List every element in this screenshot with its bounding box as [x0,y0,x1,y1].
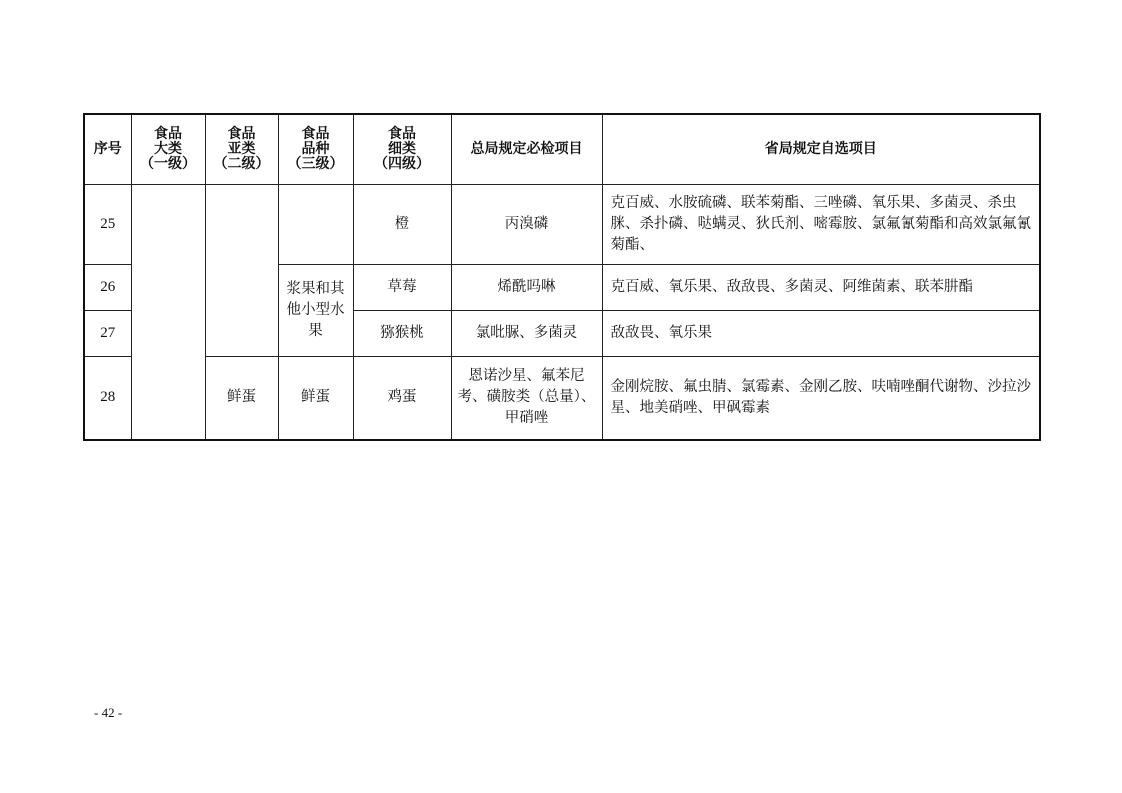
header-seq: 序号 [84,114,131,185]
inspection-items-table [83,113,1041,441]
header-cat4-line3: （四级） [374,156,430,172]
header-cat3-line1: 食品 [301,126,330,142]
header-cat1-line2: 大类 [154,141,182,157]
header-category-level3 [278,114,353,185]
cell-cat3-empty [278,185,353,265]
row-cat4: 橙 [353,185,451,265]
row-cat4: 猕猴桃 [353,311,451,357]
row-seq: 28 [84,357,131,440]
header-cat3-line3: （三级） [287,156,344,172]
row-cat2: 鲜蛋 [205,357,278,440]
row-optional: 金刚烷胺、氟虫腈、氯霉素、金刚乙胺、呋喃唑酮代谢物、沙拉沙星、地美硝唑、甲砜霉素 [602,357,1040,440]
row-required: 氯吡脲、多菌灵 [451,311,602,357]
page-number: - 42 - [94,705,123,720]
header-cat4-line2: 细类 [388,141,416,157]
cell-berry-group: 浆果和其他小型水果 [278,265,353,357]
header-category-level1 [131,114,205,185]
row-optional: 克百威、氧乐果、敌敌畏、多菌灵、阿维菌素、联苯肼酯 [602,265,1040,311]
table-row [84,357,1040,440]
header-cat1-line1: 食品 [154,126,182,142]
header-cat2-line2: 亚类 [227,141,256,157]
table-row [84,185,1040,265]
header-cat4-line1: 食品 [388,126,416,142]
row-optional: 敌敌畏、氧乐果 [602,311,1040,357]
row-cat4: 鸡蛋 [353,357,451,440]
row-seq: 26 [84,265,131,311]
inspection-table-container [83,113,1041,441]
row-required: 烯酰吗啉 [451,265,602,311]
header-cat3-line2: 品种 [301,141,330,157]
row-cat4: 草莓 [353,265,451,311]
header-category-level2 [205,114,278,185]
row-seq: 25 [84,185,131,265]
header-cat2-line3: （二级） [213,156,270,172]
header-cat1-line3: （一级） [140,156,196,172]
header-required-items: 总局规定必检项目 [451,114,602,185]
cell-cat1-empty [131,185,205,440]
header-cat2-line1: 食品 [227,126,256,142]
header-category-level4 [353,114,451,185]
row-seq: 27 [84,311,131,357]
row-required: 丙溴磷 [451,185,602,265]
row-required: 恩诺沙星、氟苯尼考、磺胺类（总量）、甲硝唑 [451,357,602,440]
header-optional-items: 省局规定自选项目 [602,114,1040,185]
row-cat3: 鲜蛋 [278,357,353,440]
row-optional: 克百威、水胺硫磷、联苯菊酯、三唑磷、氧乐果、多菌灵、杀虫脒、杀扑磷、哒螨灵、狄氏剂、嘧霉胺、氯氟氰菊酯和高效氯氟氰菊酯、 [602,185,1040,265]
cell-cat2-empty [205,185,278,357]
table-header-row [84,114,1040,185]
